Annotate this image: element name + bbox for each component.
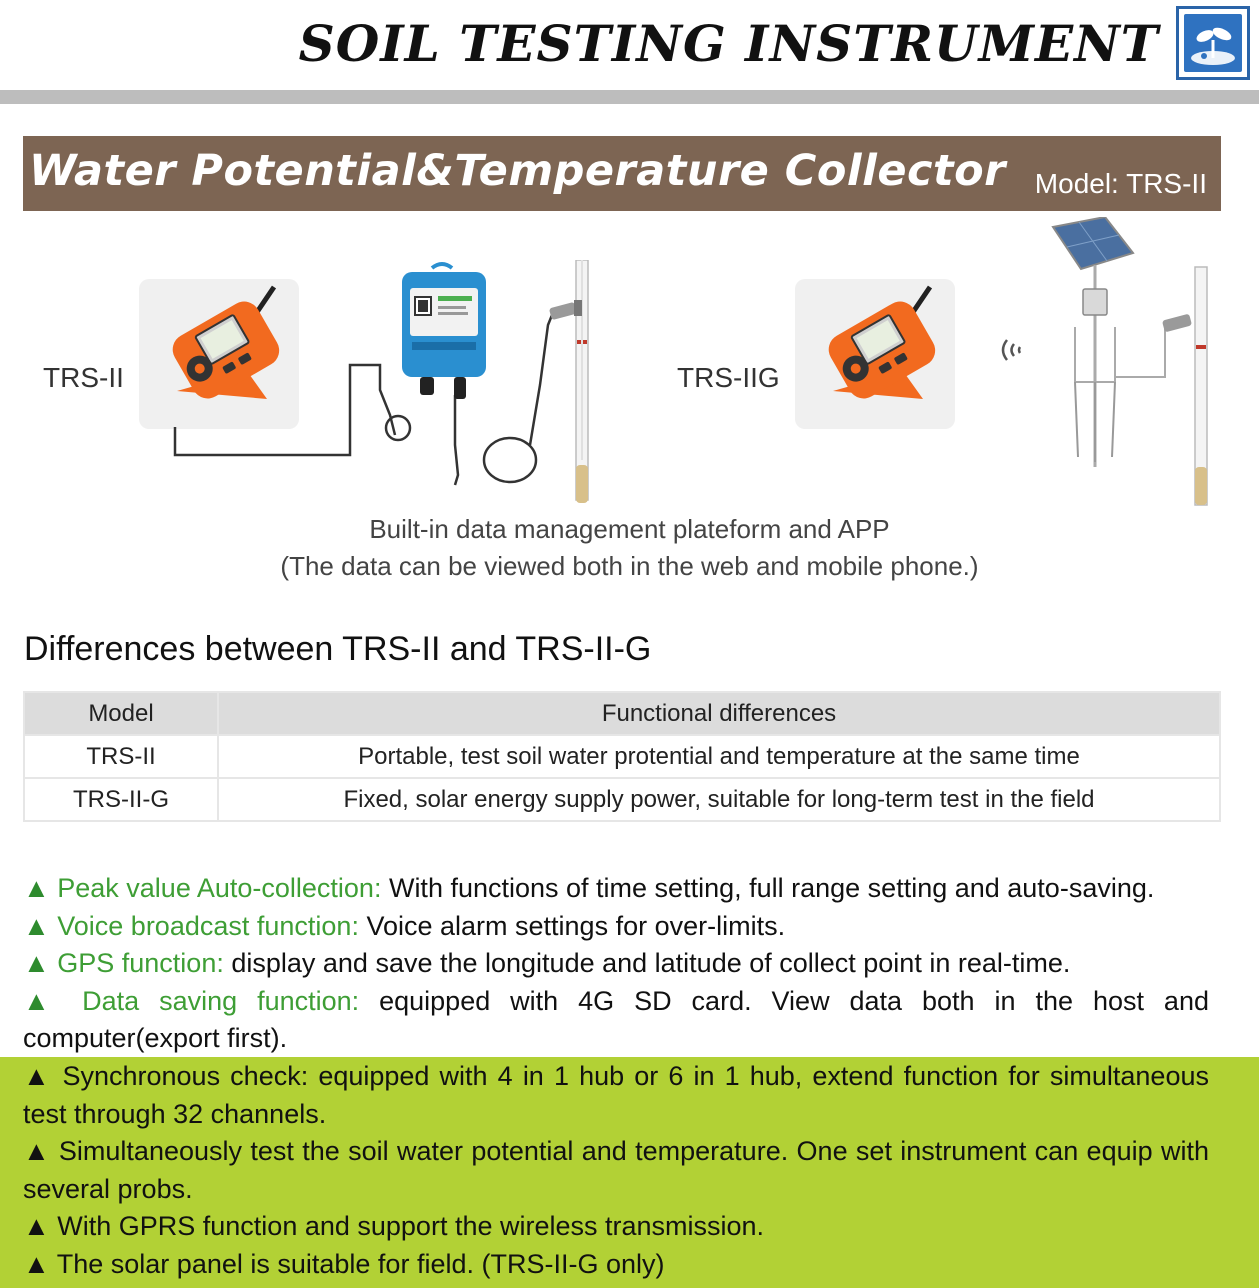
- list-item: [23, 908, 1209, 946]
- list-item: [23, 983, 1209, 1058]
- feature-text: Voice alarm settings for over-limits.: [358, 910, 786, 941]
- list-item: [23, 945, 1209, 983]
- feature-text: display and save the longitude and latitude of collect point in real-time.: [223, 948, 1071, 978]
- feature-key: Peak value Auto-collection:: [57, 873, 382, 903]
- trs-iig-label: TRS-IIG: [677, 362, 780, 393]
- trs-ii-label: TRS-II: [43, 362, 124, 393]
- triangle-bullet-icon: ▲: [23, 1211, 50, 1241]
- feature-text: With functions of time setting, full range setting and auto-saving.: [381, 873, 1155, 903]
- table-cell-difference: Portable, test soil water protential and temperature at the same time: [218, 735, 1220, 778]
- highlight-list: [23, 1058, 1209, 1283]
- soil-probe-left: [530, 260, 610, 510]
- solar-station-icon: [1045, 217, 1225, 512]
- data-collector-device: [400, 260, 490, 405]
- wireless-signal-icon: [995, 330, 1025, 375]
- list-item: [23, 1058, 1209, 1133]
- list-item: [23, 870, 1209, 908]
- column-header-differences: Functional differences: [218, 692, 1220, 735]
- feature-key: Data saving function:: [82, 985, 360, 1016]
- differences-table: [23, 691, 1221, 822]
- triangle-bullet-icon: ▲: [23, 1136, 51, 1166]
- triangle-bullet-icon: ▲: [23, 873, 50, 903]
- list-item: [23, 1208, 1209, 1246]
- caption-line-2: (The data can be viewed both in the web and mobile phone.): [280, 551, 979, 581]
- table-cell-difference: Fixed, solar energy supply power, suitable for long-term test in the field: [218, 778, 1220, 821]
- caption-line-1: Built-in data management plateform and APP: [369, 514, 890, 544]
- seedling-logo-icon: [1176, 6, 1250, 80]
- list-item: [23, 1246, 1209, 1284]
- triangle-bullet-icon: ▲: [23, 985, 63, 1016]
- table-header-row: [24, 692, 1220, 735]
- triangle-bullet-icon: ▲: [23, 910, 50, 941]
- triangle-bullet-icon: ▲: [23, 1061, 53, 1091]
- feature-list: [23, 870, 1209, 1058]
- table-row: [24, 778, 1220, 821]
- column-header-model: Model: [24, 692, 218, 735]
- highlight-text: Synchronous check: equipped with 4 in 1 hub or 6 in 1 hub, extend function for simultaneous test through 32 channels.: [23, 1061, 1209, 1129]
- feature-key: GPS function:: [57, 948, 224, 978]
- table-cell-model: TRS-II-G: [24, 778, 218, 821]
- product-title: Water Potential&Temperature Collector: [29, 146, 1006, 196]
- highlight-text: Simultaneously test the soil water potential and temperature. One set instrument can equip with several probs.: [23, 1136, 1209, 1204]
- header-divider: [0, 90, 1259, 104]
- model-label: Model: TRS-II: [1034, 168, 1207, 199]
- product-illustrations: [0, 215, 1259, 515]
- product-banner: [23, 136, 1221, 211]
- highlight-text: The solar panel is suitable for field. (TRS-II-G only): [56, 1248, 665, 1279]
- table-row: [24, 735, 1220, 778]
- triangle-bullet-icon: ▲: [23, 948, 50, 978]
- feature-text: equipped with 4G SD card. View data both in the host and computer(export first).: [23, 985, 1209, 1053]
- highlight-text: With GPRS function and support the wireless transmission.: [57, 1211, 765, 1241]
- list-item: [23, 1133, 1209, 1208]
- handheld-device-photo-g: [795, 279, 955, 429]
- differences-heading: Differences between TRS-II and TRS-II-G: [24, 630, 652, 668]
- triangle-bullet-icon: ▲: [23, 1248, 50, 1279]
- feature-key: Voice broadcast function:: [57, 910, 359, 941]
- page-title: SOIL TESTING INSTRUMENT: [298, 14, 1159, 73]
- page-header: [0, 0, 1259, 90]
- table-cell-model: TRS-II: [24, 735, 218, 778]
